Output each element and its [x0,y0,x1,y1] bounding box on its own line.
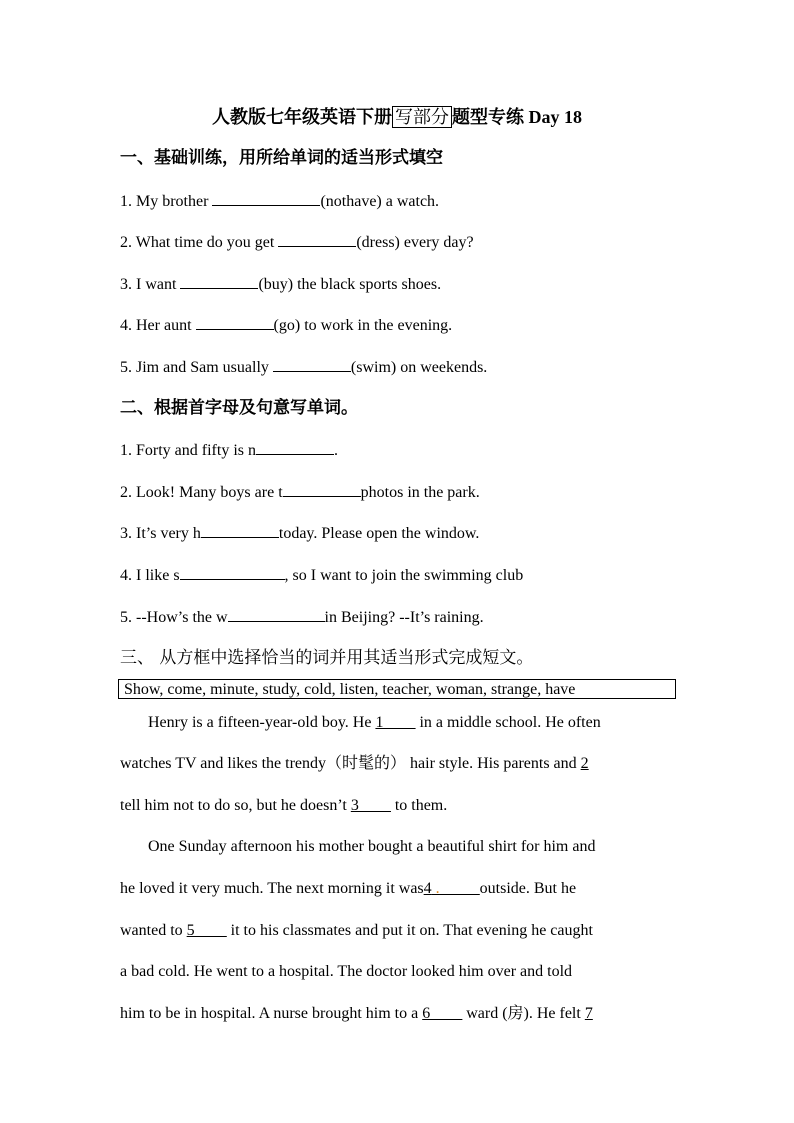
blank-7[interactable]: 7 [584,1005,593,1022]
blank-6[interactable]: 6____ [422,1005,463,1022]
passage-line-6: wanted to 5____ it to his classmates and put it on. That evening he caught [120,922,593,939]
blank-1[interactable]: 1____ [375,714,416,731]
passage-line-5: he loved it very much. The next morning it was4 ._____outside. But he [120,880,577,897]
s2-item-5: 5. --How’s the w in Beijing? --It’s raining. [120,606,484,629]
s1-item-1: 1. My brother (nothave) a watch. [120,190,439,213]
passage-line-3: tell him not to do so, but he doesn’t 3____ to them. [120,797,448,814]
title-prefix: 人教版七年级英语下册 [212,107,392,127]
s2-item-2: 2. Look! Many boys are t photos in the park. [120,481,480,504]
answer-blank[interactable] [256,439,334,455]
answer-blank[interactable] [228,606,325,622]
section2-heading: 二、根据首字母及句意写单词。 [120,398,358,418]
answer-blank[interactable] [196,314,274,330]
answer-blank[interactable] [283,481,361,497]
title-suffix: 题型专练 Day 18 [452,107,582,127]
blank-2[interactable]: 2 [580,755,589,772]
section1-heading: 一、基础训练，用所给单词的适当形式填空 [120,148,443,168]
word-box: Show, come, minute, study, cold, listen, teacher, woman, strange, have [118,679,676,699]
answer-blank[interactable] [278,231,356,247]
passage-line-1: Henry is a fifteen-year-old boy. He 1____ in a middle school. He often [148,714,601,731]
page-title [0,105,794,129]
passage-line-8: him to be in hospital. A nurse brought him to a 6____ ward (房). He felt 7 [120,1005,593,1022]
answer-blank[interactable] [273,356,351,372]
s2-item-3: 3. It’s very h today. Please open the window. [120,522,479,545]
passage-line-7: a bad cold. He went to a hospital. The doctor looked him over and told [120,963,573,980]
answer-blank[interactable] [201,522,279,538]
passage-line-4: One Sunday afternoon his mother bought a beautiful shirt for him and [148,838,596,855]
s1-item-2: 2. What time do you get (dress) every day? [120,231,474,254]
answer-blank[interactable] [180,273,258,289]
blank-4[interactable]: 4 ._____ [423,880,480,897]
passage-line-2: watches TV and likes the trendy（时髦的） hair style. His parents and 2 [120,755,589,772]
section3-heading: 三、 从方框中选择恰当的词并用其适当形式完成短文。 [120,648,534,668]
s1-item-5: 5. Jim and Sam usually (swim) on weekends. [120,356,487,379]
s1-item-3: 3. I want (buy) the black sports shoes. [120,273,441,296]
s2-item-1: 1. Forty and fifty is n . [120,439,338,462]
blank-3[interactable]: 3____ [350,797,391,814]
title-boxed-text: 写部分 [392,106,452,128]
answer-blank[interactable] [212,190,320,206]
blank-5[interactable]: 5____ [186,922,227,939]
s2-item-4: 4. I like s , so I want to join the swimming club [120,564,523,587]
answer-blank[interactable] [180,564,285,580]
s1-item-4: 4. Her aunt (go) to work in the evening. [120,314,452,337]
